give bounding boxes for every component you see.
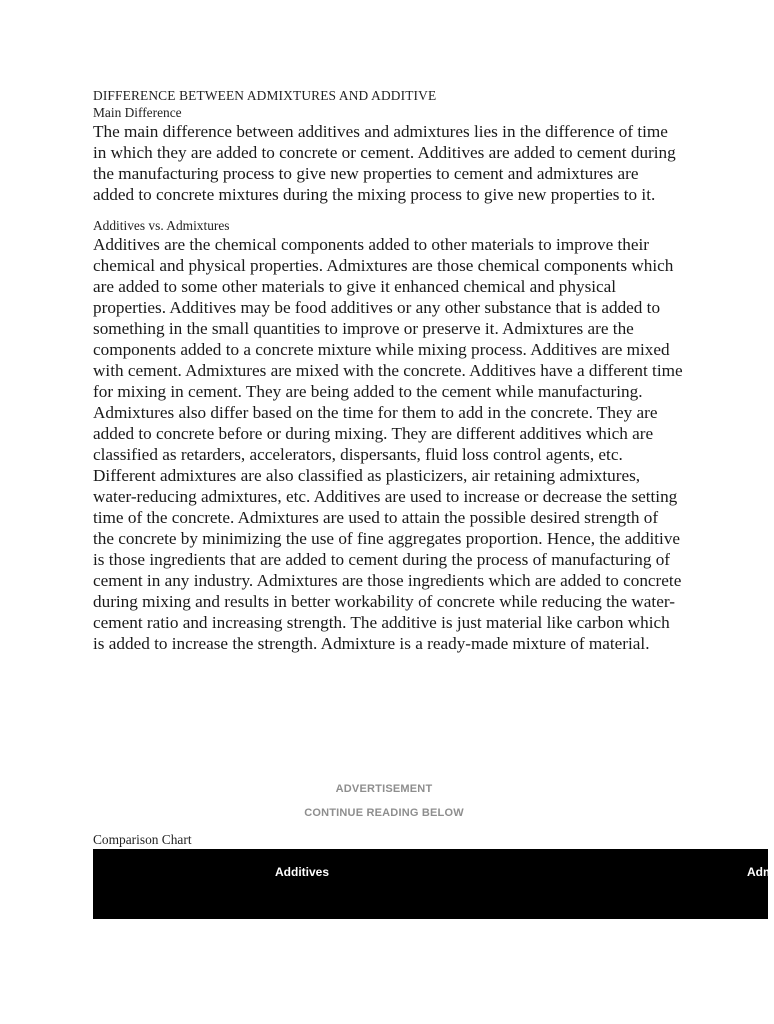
article xyxy=(93,87,683,654)
comparison-chart-label: Comparison Chart xyxy=(93,832,192,847)
comparison-table-header xyxy=(93,849,774,919)
article-title: DIFFERENCE BETWEEN ADMIXTURES AND ADDITIVE xyxy=(93,88,437,103)
column-header-admixtures: Adm xyxy=(747,865,774,879)
column-header-additives: Additives xyxy=(275,865,330,879)
continue-reading-label: CONTINUE READING BELOW xyxy=(304,807,464,819)
section-heading-additives-vs-admixtures: Additives vs. Admixtures xyxy=(93,218,230,233)
section-heading-main-difference: Main Difference xyxy=(93,105,182,120)
advertisement-label: ADVERTISEMENT xyxy=(335,783,433,795)
section-body-main-difference: The main difference between additives and admixtures lies in the difference of time in which they are added to concrete or cement. Additives are added to cement during the manufacturing process to give new properties to cement and admixtures are added to concrete mixtures during the mixing process to give new properties to it. xyxy=(93,122,676,204)
section-body-additives-vs-admixtures: Additives are the chemical components added to other materials to improve their chemical and physical properties. Admixtures are those chemical components which are added to some other materials to give it enhanced chemical and physical properties. Additives may be food additives or any other substance that is added to something in the small quantities to improve or preserve it. Admixtures are the components added to a concrete mixture while mixing process. Additives are mixed with cement. Admixtures are mixed with the concrete. Additives have a different time for mixing in cement. They are being added to the cement while manufacturing. Admixtures also differ based on the time for them to add in the concrete. They are added to concrete before or during mixing. They are different additives which are classified as retarders, accelerators, dispersants, fluid loss control agents, etc. Different admixtures are also classified as plasticizers, air retaining admixtures, water-reducing admixtures, etc. Additives are used to increase or decrease the setting time of the concrete. Admixtures are used to attain the possible desired strength of the concrete by minimizing the use of fine aggregates proportion. Hence, the additive is those ingredients that are added to cement during the process of manufacturing of cement in any industry. Admixtures are those ingredients which are added to concrete during mixing and results in better workability of concrete while reducing the water-cement ratio and increasing strength. The additive is just material like carbon which is added to increase the strength. Admixture is a ready-made mixture of material. xyxy=(93,235,683,653)
